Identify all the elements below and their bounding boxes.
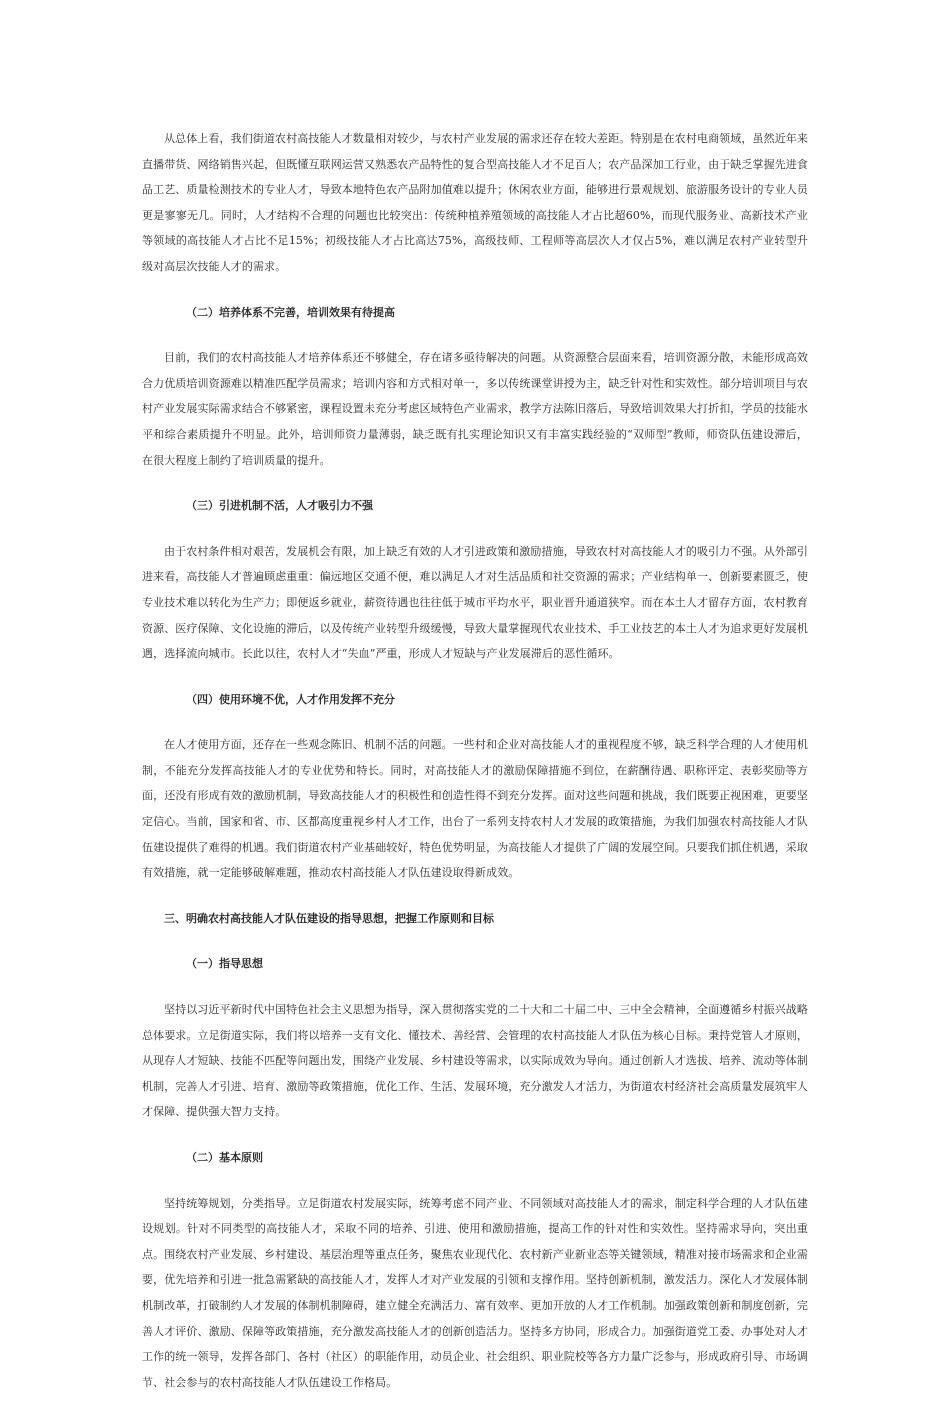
document-page — [142, 126, 808, 1415]
heading-usage-environment: （四）使用环境不优，人才作用发挥不充分 — [186, 692, 395, 706]
heading-basic-principles: （二）基本原则 — [186, 1151, 263, 1164]
paragraph-talent-gap: 从总体上看，我们街道农村高技能人才数量相对较少，与农村产业发展的需求还存在较大差距。特别是在农村电商领域，虽然近年来直播带货、网络销售兴起，但既懂互联网运营又熟悉农产品特性的复合型高技能人才不足百人；农产品深加工行业，由于缺乏掌握先进食品工艺、质量检测技术的专业人才，导致本地特色农产品附加值难以提升；休闲农业方面，能够进行景观规划、旅游服务设计的专业人员更是寥寥无几。同时，人才结构不合理的问题也比较突出：传统种植养殖领域的高技能人才占比超60%，而现代服务业、高新技术产业等领域的高技能人才占比不足15%；初级技能人才占比高达75%，高级技师、工程师等高层次人才仅占5%，难以满足农村产业转型升级对高层次技能人才的需求。 — [142, 132, 808, 273]
heading-guiding-ideology: （一）指导思想 — [186, 957, 263, 971]
paragraph-guiding-ideology: 坚持以习近平新时代中国特色社会主义思想为指导，深入贯彻落实党的二十大和二十届二中、三中全会精神，全面遵循乡村振兴战略总体要求。立足街道实际，我们将以培养一支有文化、懂技术、善经营、会管理的农村高技能人才队伍为核心目标。秉持党管人才原则，从现存人才短缺、技能不匹配等问题出发，围绕产业发展、乡村建设等需求，以实际成效为导向。通过创新人才选拔、培养、流动等体制机制，完善人才引进、培育、激励等政策措施，优化工作、生活、发展环境，充分激发人才活力，为街道农村经济社会高质量发展筑牢人才保障、提供强大智力支持。 — [142, 1003, 808, 1119]
paragraph-training-system: 目前，我们的农村高技能人才培养体系还不够健全，存在诸多亟待解决的问题。从资源整合层面来看，培训资源分散，未能形成高效合力优质培训资源难以精准匹配学员需求；培训内容和方式相对单一，多以传统课堂讲授为主，缺乏针对性和实效性。部分培训项目与农村产业发展实际需求结合不够紧密，课程设置未充分考虑区域特色产业需求，教学方法陈旧落后，导致培训效果大打折扣，学员的技能水平和综合素质提升不明显。此外，培训师资力量薄弱，缺乏既有扎实理论知识又有丰富实践经验的“双师型”教师，师资队伍建设滞后，在很大程度上制约了培训质量的提升。 — [142, 351, 808, 467]
paragraph-recruitment: 由于农村条件相对艰苦，发展机会有限，加上缺乏有效的人才引进政策和激励措施，导致农村对高技能人才的吸引力不强。从外部引进来看，高技能人才普遍顾虑重重：偏远地区交通不便，难以满足人才对生活品质和社交资源的需求；产业结构单一、创新要素匮乏，使专业技术难以转化为生产力；即便返乡就业，薪资待遇也往往低于城市平均水平，职业晋升通道狭窄。而在本土人才留存方面，农村教育资源、医疗保障、文化设施的滞后，以及传统产业转型升级缓慢，导致大量掌握现代农业技术、手工业技艺的本土人才为追求更好发展机遇，选择流向城市。长此以往，农村人才“失血”严重，形成人才短缺与产业发展滞后的恶性循环。 — [142, 544, 808, 661]
heading-section-three: 三、明确农村高技能人才队伍建设的指导思想，把握工作原则和目标 — [164, 911, 494, 925]
heading-training-system: （二）培养体系不完善，培训效果有待提高 — [186, 305, 395, 319]
paragraph-usage-environment: 在人才使用方面，还存在一些观念陈旧、机制不活的问题。一些村和企业对高技能人才的重视程度不够，缺乏科学合理的人才使用机制，不能充分发挥高技能人才的专业优势和特长。同时，对高技能人才的激励保障措施不到位，在薪酬待遇、职称评定、表彰奖励等方面，还没有形成有效的激励机制，导致高技能人才的积极性和创造性得不到充分发挥。面对这些问题和挑战，我们既要正视困难，更要坚定信心。当前，国家和省、市、区都高度重视乡村人才工作，出台了一系列支持农村人才发展的政策措施，为我们加强农村高技能人才队伍建设提供了难得的机遇。我们街道农村产业基础较好，特色优势明显，为高技能人才提供了广阔的发展空间。只要我们抓住机遇，采取有效措施，就一定能够破解难题，推动农村高技能人才队伍建设取得新成效。 — [142, 738, 808, 880]
heading-recruitment: （三）引进机制不活，人才吸引力不强 — [186, 499, 373, 513]
paragraph-basic-principles: 坚持统筹规划，分类指导。立足街道农村发展实际，统筹考虑不同产业、不同领域对高技能人才的需求，制定科学合理的人才队伍建设规划。针对不同类型的高技能人才，采取不同的培养、引进、使用和激励措施，提高工作的针对性和实效性。坚持需求导向，突出重点。围绕农村产业发展、乡村建设、基层治理等重点任务，聚焦农业现代化、农村新产业新业态等关键领域，精准对接市场需求和企业需要，优先培养和引进一批急需紧缺的高技能人才，发挥人才对产业发展的引领和支撑作用。坚持创新机制，激发活力。深化人才发展体制机制改革，打破制约人才发展的体制机制障碍，建立健全充满活力、富有效率、更加开放的人才工作机制。加强政策创新和制度创新，完善人才评价、激励、保障等政策措施，充分激发高技能人才的创新创造活力。坚持多方协同，形成合力。加强街道党工委、办事处对人才工作的统一领导，发挥各部门、各村（社区）的职能作用，动员企业、社会组织、职业院校等各方力量广泛参与，形成政府引导、市场调节、社会参与的农村高技能人才队伍建设工作格局。 — [142, 1196, 808, 1389]
